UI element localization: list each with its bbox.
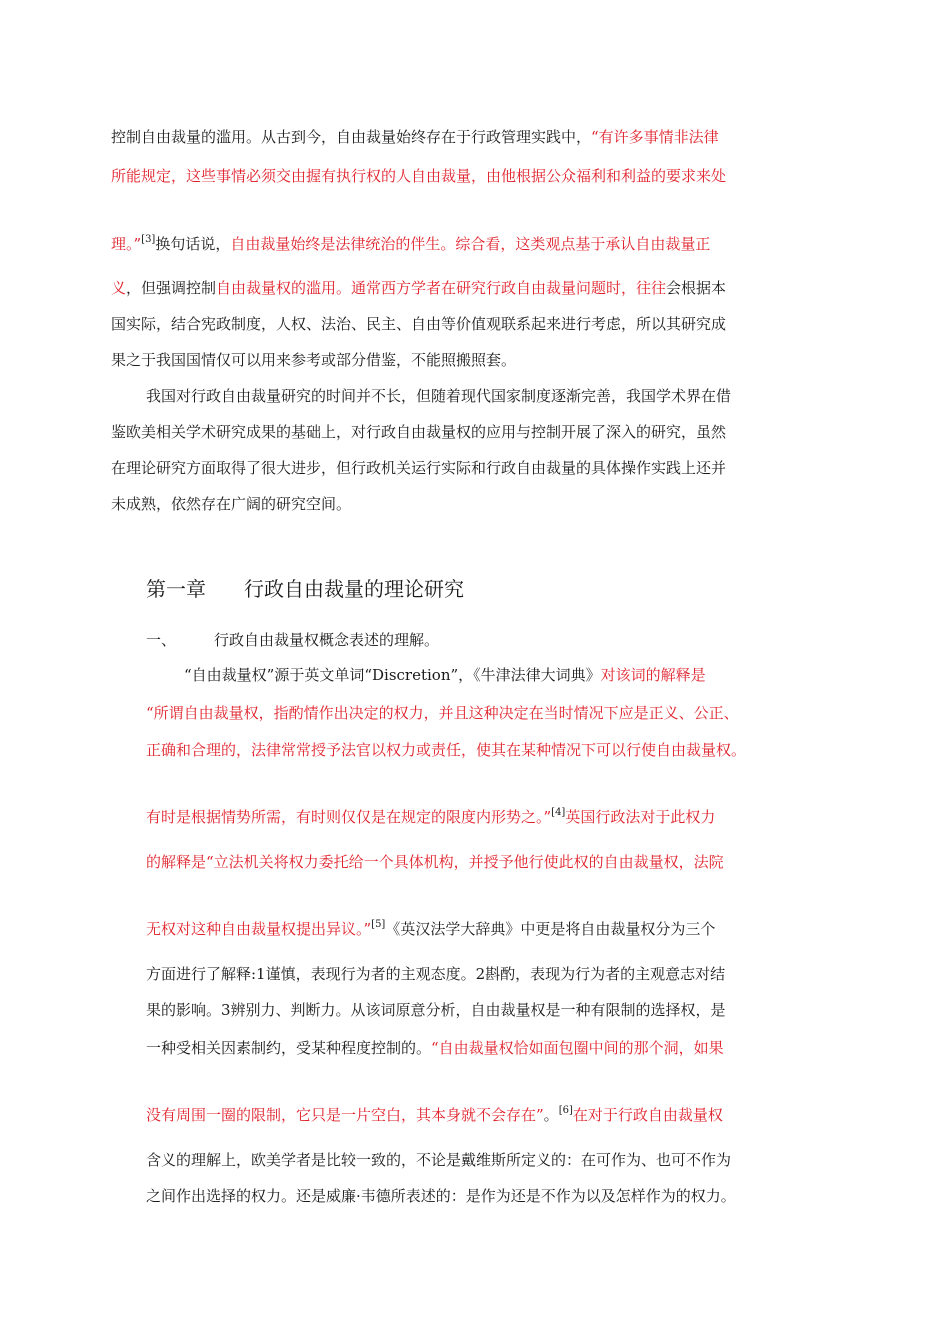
citation-4: [4] [551,807,566,818]
para3-line-11: 含义的理解上，欧美学者是比较一致的，不论是戴维斯所定义的：在可作为、也可不作为 [146,1151,732,1169]
para3-line-9-text: 一种受相关因素制约，受某种程度控制的。 [146,1039,432,1057]
para3-line-1-highlight: 对该词的解释是 [600,666,706,684]
citation-5: [5] [371,919,386,930]
para3-line-6 [146,915,715,939]
para3-line-10-highlight: 没有周围一圈的限制，它只是一片空白，其本身就不会存在” [146,1106,544,1124]
para1-line-3-text: 换句话说， [155,235,231,253]
para3-line-8: 果的影响。3辨别力、判断力。从该词原意分析，自由裁量权是一种有限制的选择权，是 [146,1001,726,1019]
citation-6: [6] [558,1105,573,1116]
para3-line-2: “所谓自由裁量权，指酌情作出决定的权力，并且这种决定在当时情况下应是正义、公正、 [146,704,739,722]
para3-line-6-highlight: 无权对这种自由裁量权提出异议。” [146,920,372,938]
para3-line-7: 方面进行了解释:1谨慎，表现行为者的主观态度。2斟酌，表现为行为者的主观意志对结 [146,965,726,983]
para3-line-9 [146,1038,724,1058]
section-heading [146,630,439,650]
para1-quote-start: “有许多事情非法律 [591,128,719,146]
para2-line-1: 我国对行政自由裁量研究的时间并不长，但随着现代国家制度逐渐完善，我国学术界在借 [146,387,732,405]
para1-line-1 [111,127,719,147]
para1-line-4-text-a: ，但强调控制 [126,279,217,297]
para2-line-4: 未成熟，依然存在广阔的研究空间。 [111,495,352,513]
para3-line-9-highlight: “自由裁量权恰如面包圈中间的那个洞，如果 [431,1039,724,1057]
para3-line-4-highlight-b: 英国行政法对于此权力 [565,808,716,826]
para3-line-10-period: 。 [543,1106,559,1124]
para3-line-10-highlight-b: 在对于行政自由裁量权 [572,1106,723,1124]
para3-line-12: 之间作出选择的权力。还是威廉·韦德所表述的：是作为还是不作为以及怎样作为的权力。 [146,1187,736,1205]
chapter-heading [146,576,464,602]
citation-3: [3] [141,234,156,245]
chapter-number: 第一章 [146,577,206,601]
para3-line-4-highlight: 有时是根据情势所需，有时则仅仅是在规定的限度内形势之。” [146,808,552,826]
para1-line-4-highlight-a: 义 [111,279,127,297]
para1-line-1-text: 控制自由裁量的滥用。从古到今，自由裁量始终存在于行政管理实践中， [111,128,592,146]
para3-line-1-text: “自由裁量权”源于英文单词“Discretion”，《牛津法律大词典》 [184,666,601,684]
para1-line-5: 国实际，结合宪政制度，人权、法治、民主、自由等价值观联系起来进行考虑，所以其研究成 [111,315,727,333]
para3-line-5: 的解释是“立法机关将权力委托给一个具体机构，并授予他行使此权的自由裁量权，法院 [146,853,724,871]
para1-line-4-text-b: 会根据本 [666,279,727,297]
para2-line-2: 鉴欧美相关学术研究成果的基础上，对行政自由裁量权的应用与控制开展了深入的研究，虽然 [111,423,727,441]
para1-line-4 [111,278,726,298]
para1-line-4-highlight-b: 自由裁量权的滥用。通常西方学者在研究行政自由裁量问题时，往往 [216,279,667,297]
para1-line-3-highlight: 自由裁量始终是法律统治的伴生。综合看，这类观点基于承认自由裁量正 [230,235,711,253]
section-title: 行政自由裁量权概念表述的理解。 [214,631,440,649]
para3-line-4 [146,803,715,827]
para3-line-1 [184,665,706,685]
para3-line-10 [146,1101,723,1125]
para3-line-3: 正确和合理的，法律常常授予法官以权力或责任，使其在某种情况下可以行使自由裁量权。 [146,741,747,759]
para1-line-3 [111,230,710,254]
section-number: 一、 [146,631,177,649]
para3-line-6-text: 《英汉法学大辞典》中更是将自由裁量权分为三个 [385,920,716,938]
para1-line-2: 所能规定，这些事情必须交由握有执行权的人自由裁量，由他根据公众福利和利益的要求来处 [111,167,727,185]
chapter-title: 行政自由裁量的理论研究 [244,577,464,601]
para2-line-3: 在理论研究方面取得了很大进步，但行政机关运行实际和行政自由裁量的具体操作实践上还并 [111,459,727,477]
para1-quote-end: 理。” [111,235,142,253]
para1-line-6: 果之于我国国情仅可以用来参考或部分借鉴，不能照搬照套。 [111,351,517,369]
